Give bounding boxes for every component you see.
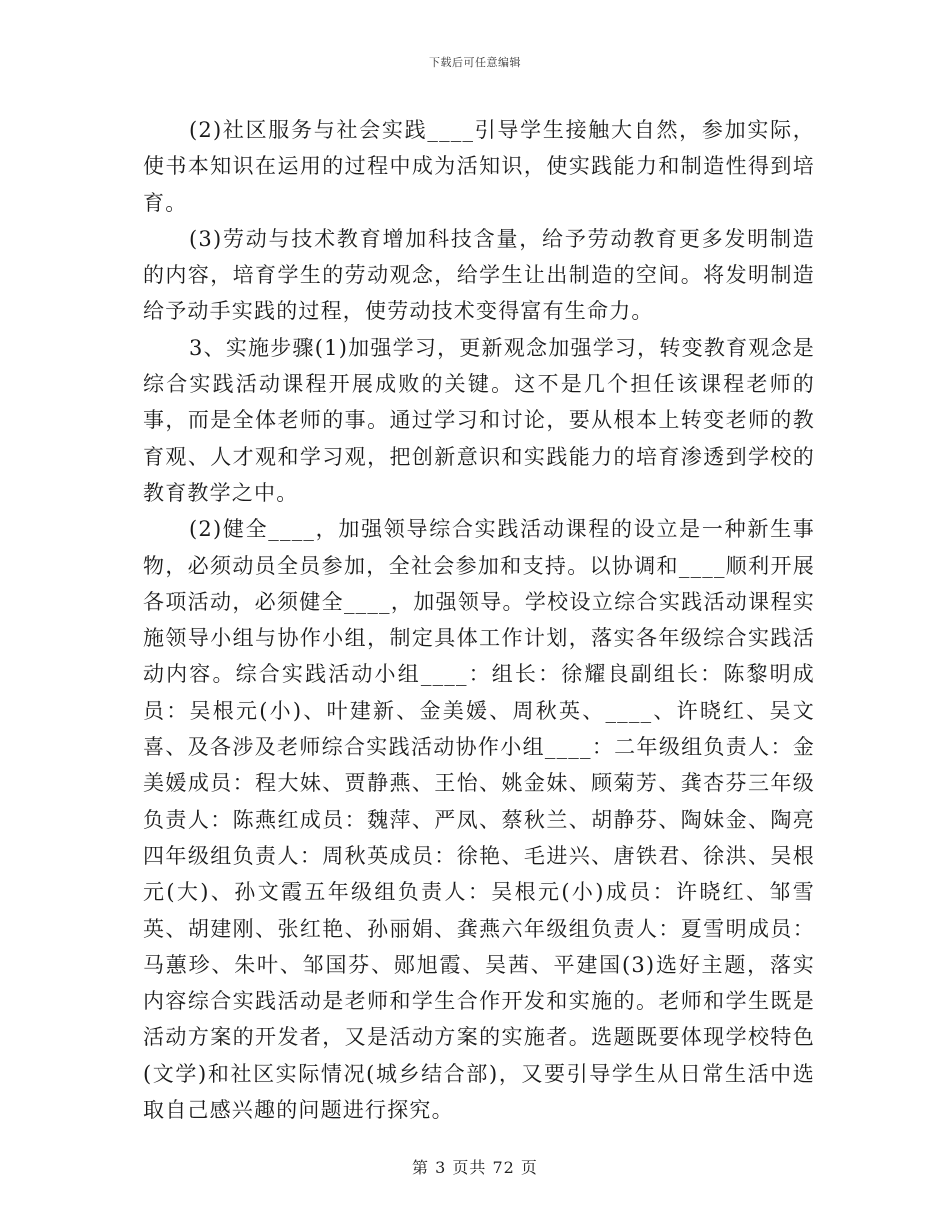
paragraph-implementation-steps	[143, 330, 815, 511]
page-header: 下载后可任意编辑	[429, 56, 521, 69]
paragraph-text: (2)社区服务与社会实践____引导学生接触大自然，参加实际，使书本知识在运用的过程中成为活知识，使实践能力和制造性得到培育。	[143, 118, 815, 215]
page-number: 第 3 页共 72 页	[412, 1158, 538, 1177]
paragraph-text: 3、实施步骤(1)加强学习，更新观念加强学习，转变教育观念是综合实践活动课程开展成败的关键。这不是几个担任该课程老师的事，而是全体老师的事。通过学习和讨论，要从根本上转变老师的教育观、人才观和学习观，把创新意识和实践能力的培育渗透到学校的教育教学之中。	[143, 335, 815, 505]
document-body	[143, 112, 815, 1128]
paragraph-community-service	[143, 112, 815, 221]
paragraph-text: (2)健全____，加强领导综合实践活动课程的设立是一种新生事物，必须动员全员参加，全社会参加和支持。以协调和____顺利开展各项活动，必须健全____，加强领导。学校设立综合实践活动课程实施领导小组与协作小组，制定具体工作计划，落实各年级综合实践活动内容。综合实践活动小组____：组长：徐耀良副组长：陈黎明成员：吴根元(小)、叶建新、金美媛、周秋英、____、许晓红、吴文喜、及各涉及老师综合实践活动协作小组____：二年级组负责人：金美媛成员：程大妹、贾静燕、王怡、姚金妹、顾菊芳、龚杏芬三年级负责人：陈燕红成员：魏萍、严凤、蔡秋兰、胡静芬、陶妹金、陶亮四年级组负责人：周秋英成员：徐艳、毛进兴、唐铁君、徐洪、吴根元(大)、孙文霞五年级组负责人：吴根元(小)成员：许晓红、邹雪英、胡建刚、张红艳、孙丽娟、龚燕六年级组负责人：夏雪明成员：马蕙珍、朱叶、邹国芬、郧旭霞、吴茜、平建国(3)选好主题，落实内容综合实践活动是老师和学生合作开发和实施的。老师和学生既是活动方案的开发者，又是活动方案的实施者。选题既要体现学校特色(文学)和社区实际情况(城乡结合部)，又要引导学生从日常生活中选取自己感兴趣的问题进行探究。	[143, 517, 815, 1123]
paragraph-organization	[143, 511, 815, 1128]
paragraph-text: (3)劳动与技术教育增加科技含量，给予劳动教育更多发明制造的内容，培育学生的劳动观念，给学生让出制造的空间。将发明制造给予动手实践的过程，使劳动技术变得富有生命力。	[143, 226, 815, 324]
paragraph-labor-education	[143, 221, 815, 330]
